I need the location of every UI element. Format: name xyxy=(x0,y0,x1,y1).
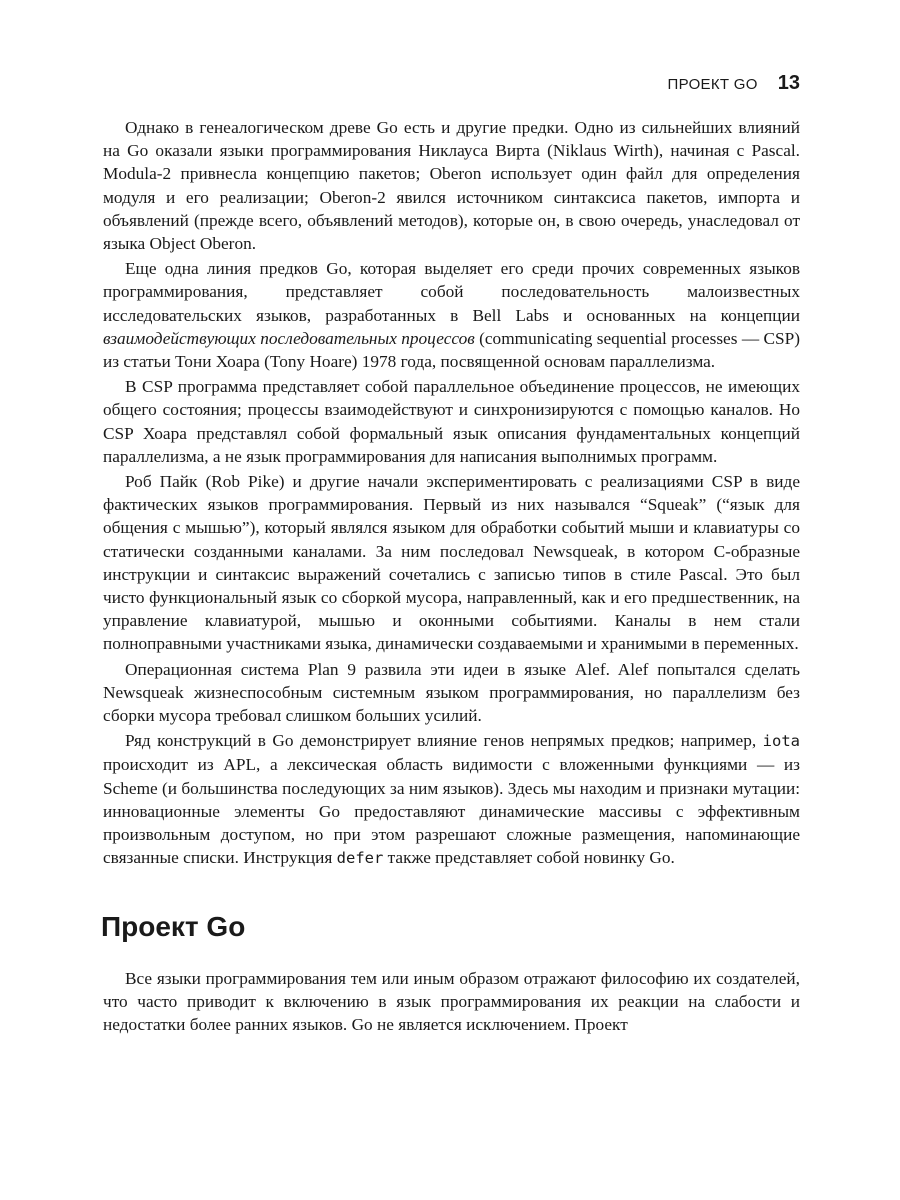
page-body xyxy=(103,116,800,1036)
code-iota: iota xyxy=(762,732,800,751)
paragraph-alef: Операционная система Plan 9 развила эти идеи в языке Alef. Alef попытался сделать Newsqueak жизнеспособным системным языком программирования, но параллелизм без сборки мусора требовал слишком больших усилий. xyxy=(103,659,800,726)
paragraph-squeak: Роб Пайк (Rob Pike) и другие начали экспериментировать с реализациями CSP в виде фактических языков программирования. Первый из них назывался “Squeak” (“язык для общения с мышью”), который являлся языком для обработки событий мыши и клавиатуры со статически созданными каналами. За ним последовал Newsqueak, в котором C-образные инструкции и синтаксис выражений сочетались с записью типов в стиле Pascal. Это был чисто функциональный язык со сборкой мусора, направленный, как и его предшественник, на управление клавиатурой, мышью и оконными событиями. Каналы в нем стали полноправными участниками языка, динамически создаваемыми и хранимыми в переменных. xyxy=(103,472,800,654)
paragraph-philosophy: Все языки программирования тем или иным образом отражают философию их создателей, что часто приводит к включению в язык программирования их реакции на слабости и недостатки более ранних языков. Go не является исключением. Проект xyxy=(103,968,800,1034)
code-defer: defer xyxy=(336,849,384,868)
paragraph-indirect-ancestors-middle: происходит из APL, а лексическая область видимости с вложенными функциями — из Scheme (и большинства последующих за ним языков). Здесь мы находим и признаки мутации: инновационные элементы Go предоставляют динамические массивы с эффективным произвольным доступом, но при этом разрешают сложные размещения, напоминающие связанные списки. Инструкция xyxy=(103,755,800,868)
paragraph-wirth: Однако в генеалогическом древе Go есть и другие предки. Одно из сильнейших влияний на Go оказали языки программирования Никлауса Вирта (Niklaus Wirth), начиная с Pascal. Modula-2 привнесла концепцию пакетов; Oberon использует один файл для определения модуля и его реализации; Oberon-2 явился источником синтаксиса пакетов, импорта и объявлений (прежде всего, объявлений методов), которые он, в свою очередь, унаследовал от языка Object Oberon. xyxy=(103,118,800,254)
section-heading: Проект Go xyxy=(101,910,246,942)
paragraph-indirect-ancestors-text: Ряд конструкций в Go демонстрирует влияние генов непрямых предков; например, xyxy=(125,731,763,751)
paragraph-csp-definition: В CSP программа представляет собой параллельное объединение процессов, не имеющих общего состояния; процессы взаимодействуют и синхронизируются с помощью каналов. Но CSP Хоара представлял собой формальный язык описания фундаментальных концепций параллелизма, а не язык программирования для написания выполнимых программ. xyxy=(103,377,800,466)
running-head-section: ПРОЕКТ GO xyxy=(667,76,758,93)
paragraph-csp-lineage-tail: (communicating sequential processes — CSP) из статьи Тони Хоара (Tony Hoare) 1978 года, посвященной основам параллелизма. xyxy=(103,328,800,372)
paragraph-csp-lineage xyxy=(103,257,800,373)
csp-term-italic: взаимодействующих последовательных процессов xyxy=(103,328,475,348)
page-number: 13 xyxy=(777,72,800,94)
paragraph-csp-lineage-text: Еще одна линия предков Go, которая выделяет его среди прочих современных языков программирования, представляет собой последовательность малоизвестных исследовательских языков, разработанных в Bell Labs и основанных на концепции xyxy=(103,259,800,325)
paragraph-indirect-ancestors xyxy=(103,729,800,870)
running-head xyxy=(668,72,800,95)
paragraph-indirect-ancestors-tail: также представляет собой новинку Go. xyxy=(383,848,675,868)
